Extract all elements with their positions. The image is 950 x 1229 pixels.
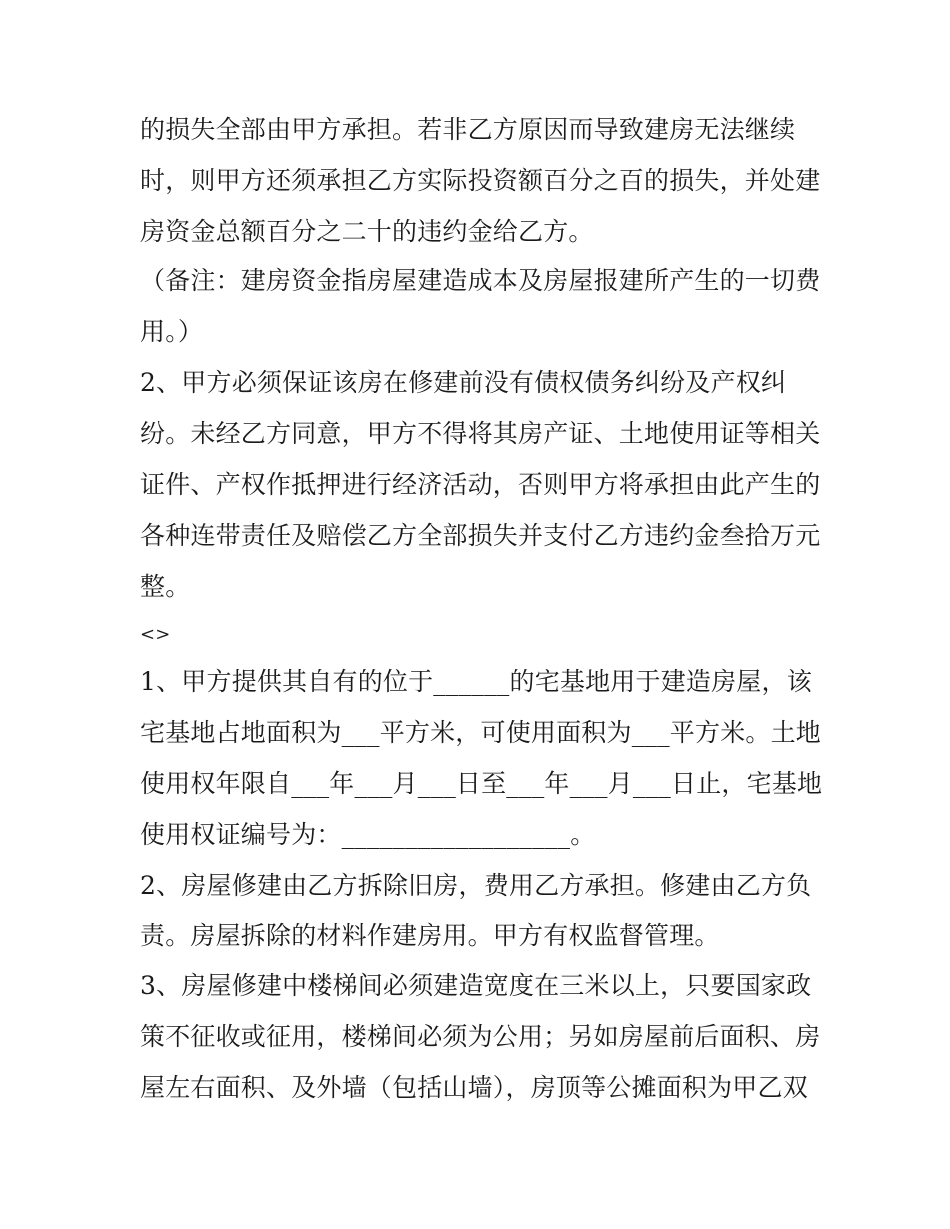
clause-line: 宅基地占地面积为___平方米，可使用面积为___平方米。土地 (140, 718, 822, 747)
clause-line: 各种连带责任及赔偿乙方全部损失并支付乙方违约金叁拾万元 (140, 521, 821, 550)
note-line: 用。） (140, 317, 204, 346)
paragraph-line: 时，则甲方还须承担乙方实际投资额百分之百的损失，并处建 (140, 166, 821, 195)
clause-line: 3、房屋修建中楼梯间必须建造宽度在三米以上，只要国家政 (140, 971, 812, 1000)
section-marker: <> (140, 624, 171, 645)
clause-line: 屋左右面积、及外墙（包括山墙），房顶等公摊面积为甲乙双 (140, 1073, 808, 1102)
clause-line: 2、房屋修建由乙方拆除旧房，费用乙方承担。修建由乙方负 (140, 871, 812, 900)
clause-line: 证件、产权作抵押进行经济活动，否则甲方将承担由此产生的 (140, 470, 821, 499)
clause-line: 1、甲方提供其自有的位于______的宅基地用于建造房屋，该 (140, 667, 812, 696)
note-line: （备注：建房资金指房屋建造成本及房屋报建所产生的一切费 (140, 266, 821, 295)
clause-line: 2、甲方必须保证该房在修建前没有债权债务纠纷及产权纠 (140, 368, 787, 397)
paragraph-line: 的损失全部由甲方承担。若非乙方原因而导致建房无法继续 (140, 115, 796, 144)
clause-line: 整。 (140, 572, 191, 601)
clause-line: 责。房屋拆除的材料作建房用。甲方有权监督管理。 (140, 921, 720, 950)
clause-line: 使用权证编号为：__________________。 (140, 820, 596, 849)
clause-line: 使用权年限自___年___月___日至___年___月___日止，宅基地 (140, 769, 823, 798)
clause-line: 策不征收或征用，楼梯间必须为公用；另如房屋前后面积、房 (140, 1022, 821, 1051)
paragraph-line: 房资金总额百分之二十的违约金给乙方。 (140, 217, 594, 246)
clause-line: 纷。未经乙方同意，甲方不得将其房产证、土地使用证等相关 (140, 419, 821, 448)
